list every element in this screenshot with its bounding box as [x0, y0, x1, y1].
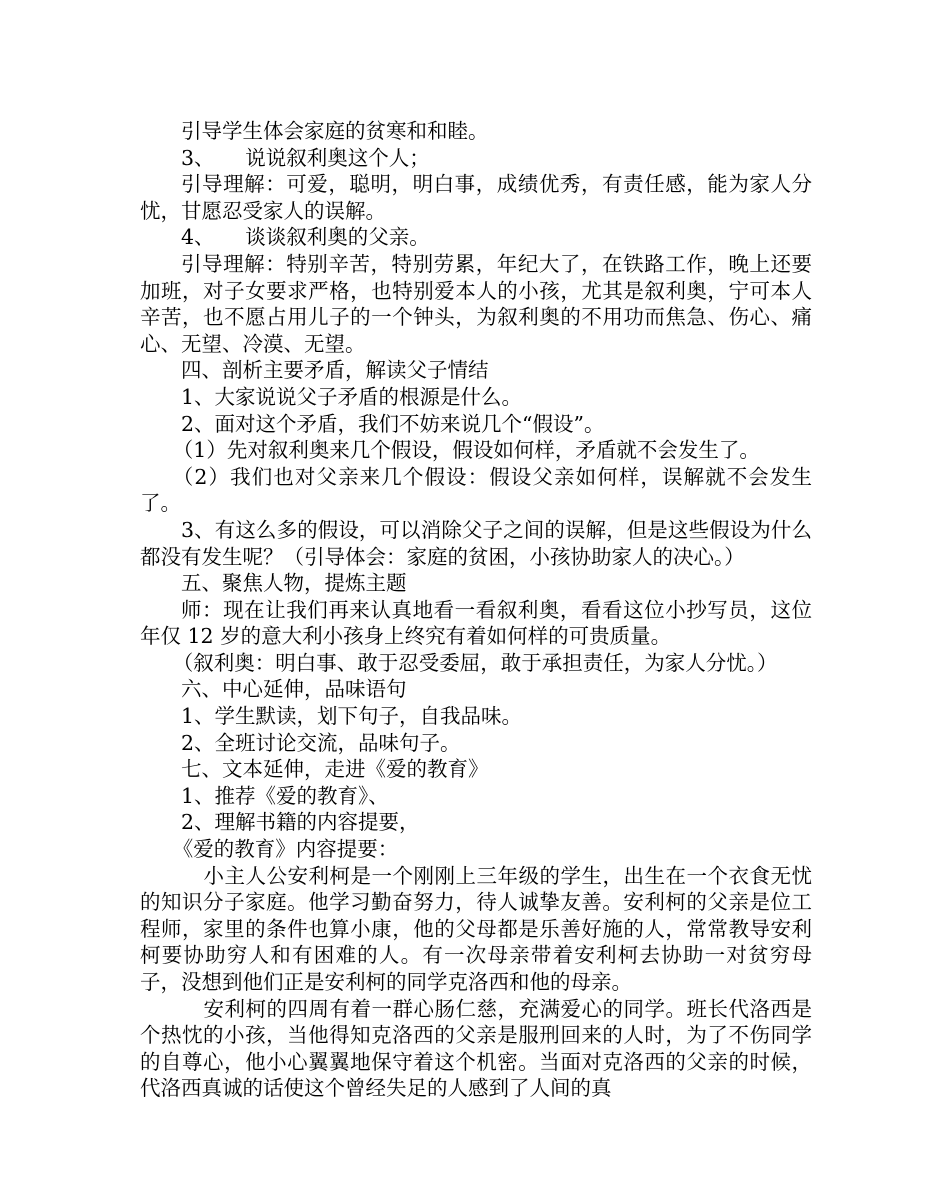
section-heading: 七、文本延伸，走进《爱的教育》 — [181, 757, 489, 782]
paragraph: （2）我们也对父亲来几个假设：假设父亲如何样，误解就不会发生了。 — [140, 464, 812, 516]
paragraph: 3、有这么多的假设，可以消除父子之间的误解，但是这些假设为什么都没有发生呢？（引导体会：家庭的贫困，小孩协助家人的决心。） — [140, 517, 812, 569]
paragraph: 小主人公安利柯是一个刚刚上三年级的学生，出生在一个衣食无忧的知识分子家庭。他学习勤奋努力，待人诚挚友善。安利柯的父亲是位工程师，家里的条件也算小康，他的父母都是乐善好施的人，常常教导安利柯要协助穷人和有困难的人。有一次母亲带着安利柯去协助一对贫穷母子，没想到他们正是安利柯的同学克洛西和他的母亲。 — [140, 863, 812, 994]
document-page — [140, 118, 812, 1102]
paragraph: 1、推荐《爱的教育》、 — [181, 783, 389, 808]
section-heading: 六、中心延伸，品味语句 — [181, 677, 407, 702]
paragraph: 2、全班讨论交流，品味句子。 — [181, 730, 461, 755]
paragraph: （1）先对叙利奥来几个假设，假设如何样，矛盾就不会发生了。 — [172, 438, 760, 463]
paragraph: 安利柯的四周有着一群心肠仁慈，充满爱心的同学。班长代洛西是个热忱的小孩，当他得知克洛西的父亲是服刑回来的人时，为了不伤同学的自尊心，他小心翼翼地保守着这个机密。当面对克洛西的父亲的时候，代洛西真诚的话使这个曾经失足的人感到了人间的真 — [140, 996, 812, 1101]
paragraph: 1、大家说说父子矛盾的根源是什么。 — [181, 384, 523, 409]
paragraph: 2、理解书籍的内容提要， — [181, 810, 420, 835]
paragraph: 引导学生体会家庭的贫寒和和睦。 — [181, 119, 489, 143]
paragraph: 引导理解：可爱，聪明，明白事，成绩优秀，有责任感，能为家人分忧，甘愿忍受家人的误解。 — [140, 172, 812, 223]
paragraph: （叙利奥：明白事、敢于忍受委屈，敢于承担责任，为家人分忧。） — [172, 650, 778, 675]
paragraph: 师：现在让我们再来认真地看一看叙利奥，看看这位小抄写员，这位年仅 12 岁的意大利小孩身上终究有着如何样的可贵质量。 — [140, 597, 812, 649]
paragraph: 引导理解：特别辛苦，特别劳累，年纪大了，在铁路工作，晚上还要加班，对子女要求严格，也特别爱本人的小孩，尤其是叙利奥，宁可本人辛苦，也不愿占用儿子的一个钟头，为叙利奥的不用功而焦急、伤心、痛心、无望、冷漠、无望。 — [140, 251, 812, 356]
list-heading: 4、 谈谈叙利奥的父亲。 — [181, 225, 430, 250]
section-heading: 四、剖析主要矛盾，解读父子情结 — [181, 358, 489, 383]
list-heading: 3、 说说叙利奥这个人； — [181, 145, 430, 170]
section-heading: 五、聚焦人物，提炼主题 — [181, 571, 407, 596]
paragraph: 《爱的教育》内容提要： — [172, 837, 399, 862]
paragraph: 2、面对这个矛盾，我们不妨来说几个“假设”。 — [181, 411, 605, 436]
paragraph: 1、学生默读，划下句子，自我品味。 — [181, 704, 523, 729]
